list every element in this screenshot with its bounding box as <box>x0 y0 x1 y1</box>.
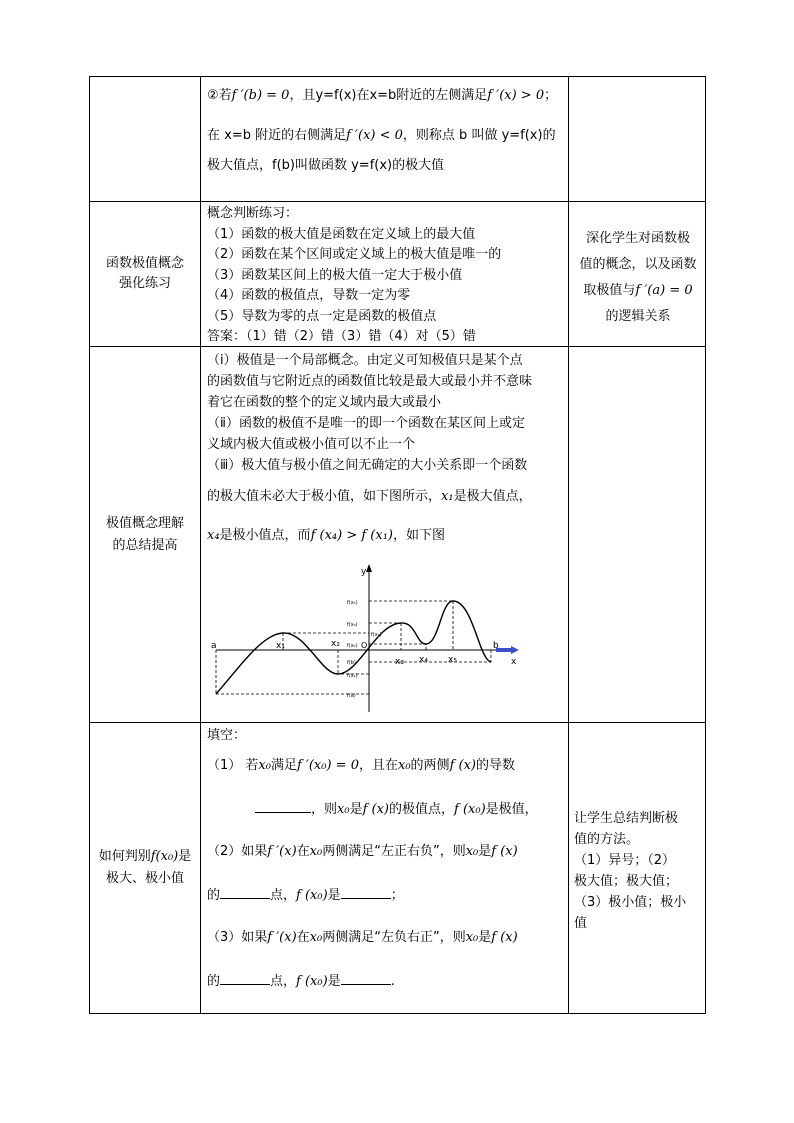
graph-a-label: a <box>211 641 217 651</box>
fill-math: x₀ <box>309 844 323 859</box>
row2-topic-label: 函数极值概念强化练习 <box>105 256 184 291</box>
fill-text: 满足 <box>270 758 297 773</box>
row3-line: 是极小值点，而 <box>219 528 311 543</box>
row3-topic <box>91 347 199 722</box>
row3-line: （ⅲ）极大值与极小值之间无确定的大小关系即一个函数 <box>207 458 528 473</box>
graph-x2-label: x₂ <box>331 639 340 649</box>
fill-math: f (x₀) <box>296 974 328 989</box>
row2-line: 概念判断练习： <box>207 206 299 221</box>
fill-text: 是 <box>349 802 363 817</box>
answer-blank[interactable] <box>341 884 391 899</box>
fill-math: x₀ <box>309 930 323 945</box>
graph-origin-label: O <box>361 641 368 650</box>
extremum-graph <box>211 564 521 714</box>
fill-math: f (x) <box>491 930 518 945</box>
fill-text: （2）如果 <box>207 844 268 859</box>
row1-text: ； <box>544 88 558 103</box>
fill-text: 的 <box>207 974 221 989</box>
graph-f2-label: f(x₂) <box>347 673 358 679</box>
fill-text: . <box>390 974 395 989</box>
table-border-bottom <box>89 1013 706 1014</box>
fill-text: 两侧满足“左正右负”，则 <box>322 844 466 859</box>
row2-line: （4）函数的极值点，导数一定为零 <box>207 288 411 303</box>
row3-line: 是极大值点， <box>453 489 532 504</box>
graph-fa-label: f(a) <box>347 693 356 699</box>
row2-line: （1）函数的极大值是函数在定义域上的最大值 <box>207 226 476 242</box>
fill-text: ； <box>390 888 404 903</box>
row4-content <box>207 726 565 992</box>
row4-purpose <box>574 808 704 934</box>
graph-f3-label: f(x₃) <box>347 622 358 628</box>
fill-title: 填空： <box>207 728 247 743</box>
fill-math: x₀ <box>337 802 350 817</box>
row4-purpose-line: 让学生总结判断极 <box>574 811 679 826</box>
row2-purpose-line: 取极值与 <box>583 283 636 298</box>
fill-text: 是 <box>327 888 341 903</box>
fill-math: x₀ <box>465 844 479 859</box>
row2-purpose <box>572 226 704 330</box>
graph-y-label: y <box>361 567 367 577</box>
fill-text: 是 <box>478 844 492 859</box>
row3-topic-label: 极值概念理解的总结提高 <box>105 515 184 553</box>
row2-purpose-line: 值的概念，以及函数 <box>579 257 697 272</box>
graph-f4-label: f(x₄) <box>347 643 358 649</box>
graph-f1-label: f(x₁) <box>371 632 382 638</box>
fill-math: f ′(x) <box>267 844 297 859</box>
row3-line: 义域内极大值或极小值可以不止一个 <box>207 437 416 452</box>
row2-purpose-line: 深化学生对函数极 <box>585 231 690 246</box>
answer-blank[interactable] <box>255 798 311 813</box>
row4-topic-label: 极大、极小值 <box>105 871 184 886</box>
row3-line: 的函数值与它附近点的函数值比较是最大或最小并不意味 <box>207 374 533 389</box>
row2-line: （3）函数某区间上的极大值一定大于极小值 <box>207 267 463 283</box>
row4-topic-label: 如何判别 <box>98 849 151 864</box>
graph-x4-label: x₄ <box>419 655 428 665</box>
row2-line: （5）导数为零的点一定是函数的极值点 <box>207 308 437 324</box>
graph-f5-label: f(x₅) <box>347 600 358 606</box>
fill-text: 在 <box>296 844 310 859</box>
row4-topic-math: f(x₀) <box>150 849 179 864</box>
answer-blank[interactable] <box>341 970 391 985</box>
row3-line: （ⅰ）极值是一个局部概念。由定义可知极值只是某个点 <box>207 353 523 368</box>
row3-line: ，如下图 <box>392 528 445 543</box>
table-border-right <box>705 76 706 1014</box>
fill-math: f (x) <box>491 844 518 859</box>
row1-text: ，则称点 b 叫做 y=f(x)的 <box>402 128 556 143</box>
row2-content <box>207 204 565 348</box>
fill-text: ，则 <box>311 802 338 817</box>
row1-content <box>207 84 565 176</box>
row4-topic-label: 是 <box>178 849 192 864</box>
fill-math: f (x) <box>449 758 476 773</box>
table-border-left <box>89 76 90 1014</box>
fill-text: 的导数 <box>475 758 515 773</box>
lesson-table <box>89 76 706 1014</box>
fill-text: （1） 若 <box>207 758 259 773</box>
column-divider-2 <box>568 76 569 1014</box>
table-border-top <box>89 76 706 77</box>
row1-text: 在 x=b 附近的右侧满足 <box>207 128 347 143</box>
row2-line: 答案：（1）错（2）错（3）错（4）对（5）错 <box>207 329 476 344</box>
row1-text: 极大值点，f(b)叫做函数 y=f(x)的极大值 <box>207 158 445 173</box>
row4-purpose-line: 极大值；极大值； <box>574 874 679 889</box>
fill-text: 在 <box>296 930 310 945</box>
row1-text: ，且y=f(x)在x=b附近的左侧满足 <box>289 88 488 103</box>
row1-math: f ′(x) > 0 <box>487 88 545 103</box>
fill-text: （3）如果 <box>207 930 268 945</box>
fill-text: 的极值点， <box>389 802 455 817</box>
fill-text: 是 <box>327 974 341 989</box>
fill-text: 的两侧 <box>410 758 450 773</box>
graph-x3-label: x₃ <box>395 657 404 667</box>
row4-purpose-line: （3）极小值；极小 <box>574 895 687 910</box>
answer-blank[interactable] <box>220 970 270 985</box>
row2-topic <box>91 202 199 346</box>
fill-text: 的 <box>207 888 221 903</box>
row2-purpose-math: f ′(a) = 0 <box>635 283 693 298</box>
fill-text: 是极值， <box>485 802 538 817</box>
graph-x1-label: x₁ <box>276 641 285 651</box>
row3-line: 着它在函数的整个的定义域内最大或最小 <box>207 395 442 410</box>
fill-math: f ′(x₀) = 0 <box>296 758 359 773</box>
graph-fb-label: f(b) <box>347 660 356 666</box>
fill-math: x₀ <box>258 758 271 773</box>
fill-text: ，且在 <box>358 758 398 773</box>
row3-math: x₁ <box>441 489 454 504</box>
fill-math: x₀ <box>398 758 411 773</box>
graph-x5-label: x₅ <box>448 655 457 665</box>
row3-line: （ⅱ）函数的极值不是唯一的即一个函数在某区间上或定 <box>207 416 525 431</box>
fill-text: 点， <box>270 974 297 989</box>
row4-purpose-line: 值的方法。 <box>574 832 640 847</box>
fill-text: 两侧满足“左负右正”，则 <box>322 930 466 945</box>
row2-purpose-line: 的逻辑关系 <box>605 309 671 324</box>
row4-purpose-line: （1）异号；（2） <box>574 853 676 868</box>
row3-math: x₄ <box>207 528 220 543</box>
row3-math: f (x₄) > f (x₁) <box>310 528 393 543</box>
column-divider-1 <box>200 76 201 1014</box>
row4-purpose-line: 值 <box>574 916 588 931</box>
row3-line: 的极大值未必大于极小值，如下图所示， <box>207 489 442 504</box>
graph-b-label: b <box>493 641 499 651</box>
fill-math: f (x₀) <box>296 888 328 903</box>
row1-text: ②若 <box>207 88 232 103</box>
graph-x-label: x <box>511 657 517 667</box>
fill-math: f (x) <box>362 802 389 817</box>
row3-content <box>207 350 565 546</box>
row4-topic <box>91 723 199 1013</box>
fill-math: f ′(x) <box>267 930 297 945</box>
fill-text: 是 <box>478 930 492 945</box>
answer-blank[interactable] <box>220 884 270 899</box>
row1-math: f ′(x) < 0 <box>346 128 403 143</box>
row2-line: （2）函数在某个区间或定义域上的极大值是唯一的 <box>207 247 502 262</box>
fill-math: x₀ <box>465 930 479 945</box>
row1-math: f ′(b) = 0 <box>231 88 290 103</box>
fill-text: 点， <box>270 888 297 903</box>
fill-math: f (x₀) <box>454 802 486 817</box>
